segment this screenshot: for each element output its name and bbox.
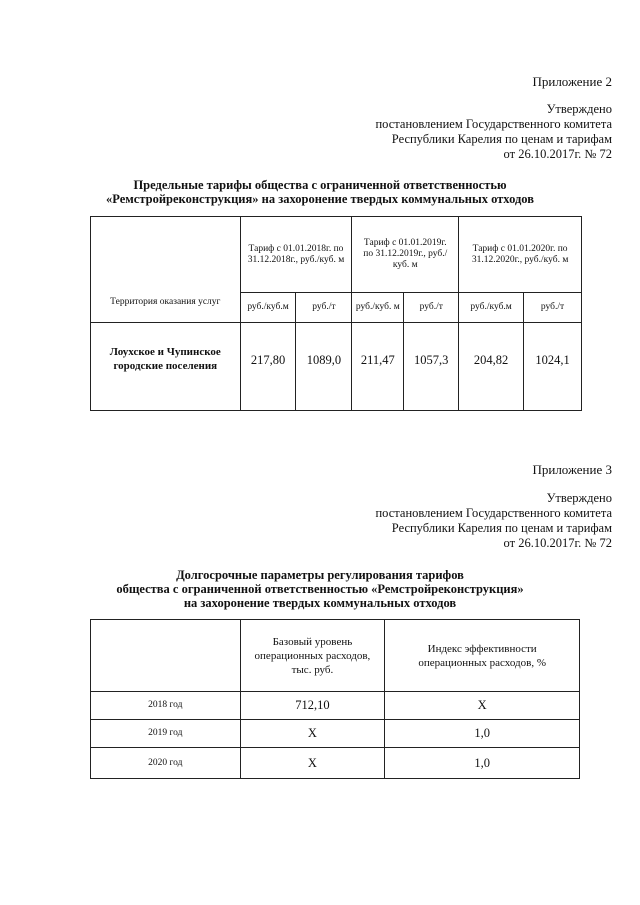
approval-line: Республики Карелия по ценам и тарифам (391, 521, 612, 535)
unit-cell: руб./куб.м (240, 293, 296, 323)
title-line: Предельные тарифы общества с ограниченной ответственностью (133, 178, 507, 192)
annex3-label: Приложение 3 (532, 462, 612, 477)
unit-cell: руб./куб. м (352, 293, 404, 323)
annex3-title (60, 568, 580, 610)
parameters-table (90, 619, 580, 779)
index-value: 1,0 (385, 748, 580, 779)
unit-cell: руб./куб.м (459, 293, 524, 323)
empty-header (91, 620, 241, 692)
index-value: 1,0 (385, 720, 580, 748)
annex2-approval (375, 102, 612, 162)
title-line: «Ремстройреконструкция» на захоронение твердых коммунальных отходов (106, 192, 534, 206)
tariff-value: 211,47 (352, 323, 404, 411)
period-header: Тариф с 01.01.2018г. по 31.12.2018г., руб./куб. м (240, 217, 352, 293)
approval-line: постановлением Государственного комитета (375, 117, 612, 131)
efficiency-index-header: Индекс эффективности операционных расходов, % (385, 620, 580, 692)
year-cell: 2020 год (91, 748, 241, 779)
approval-line: Утверждено (546, 491, 612, 505)
unit-cell: руб./т (404, 293, 459, 323)
territory-header: Территория оказания услуг (91, 217, 241, 323)
unit-cell: руб./т (524, 293, 582, 323)
tariff-table (90, 216, 582, 411)
approval-line: постановлением Государственного комитета (375, 506, 612, 520)
base-value: X (240, 748, 385, 779)
index-value: X (385, 692, 580, 720)
tariff-value: 1057,3 (404, 323, 459, 411)
table-row (91, 692, 580, 720)
territory-cell: Лоухское и Чупинское городские поселения (91, 323, 241, 411)
base-value: 712,10 (240, 692, 385, 720)
approval-line: Утверждено (546, 102, 612, 116)
tariff-value: 1089,0 (296, 323, 352, 411)
base-level-header: Базовый уровень операционных расходов, тыс. руб. (240, 620, 385, 692)
period-header: Тариф с 01.01.2020г. по 31.12.2020г., руб./куб. м (459, 217, 582, 293)
tariff-value: 204,82 (459, 323, 524, 411)
unit-cell: руб./т (296, 293, 352, 323)
approval-line: Республики Карелия по ценам и тарифам (391, 132, 612, 146)
tariff-value: 1024,1 (524, 323, 582, 411)
period-header: Тариф с 01.01.2019г. по 31.12.2019г., руб./куб. м (352, 217, 459, 293)
annex2-label: Приложение 2 (532, 74, 612, 89)
title-line: общества с ограниченной ответственностью «Ремстройреконструкция» (116, 582, 524, 596)
tariff-value: 217,80 (240, 323, 296, 411)
title-line: Долгосрочные параметры регулирования тарифов (176, 568, 464, 582)
annex2-title (60, 178, 580, 206)
approval-line: от 26.10.2017г. № 72 (503, 147, 612, 161)
title-line: на захоронение твердых коммунальных отходов (183, 596, 457, 610)
approval-line: от 26.10.2017г. № 72 (503, 536, 612, 550)
annex3-approval (375, 491, 612, 551)
table-row (91, 720, 580, 748)
year-cell: 2019 год (91, 720, 241, 748)
table-row (91, 748, 580, 779)
base-value: X (240, 720, 385, 748)
year-cell: 2018 год (91, 692, 241, 720)
